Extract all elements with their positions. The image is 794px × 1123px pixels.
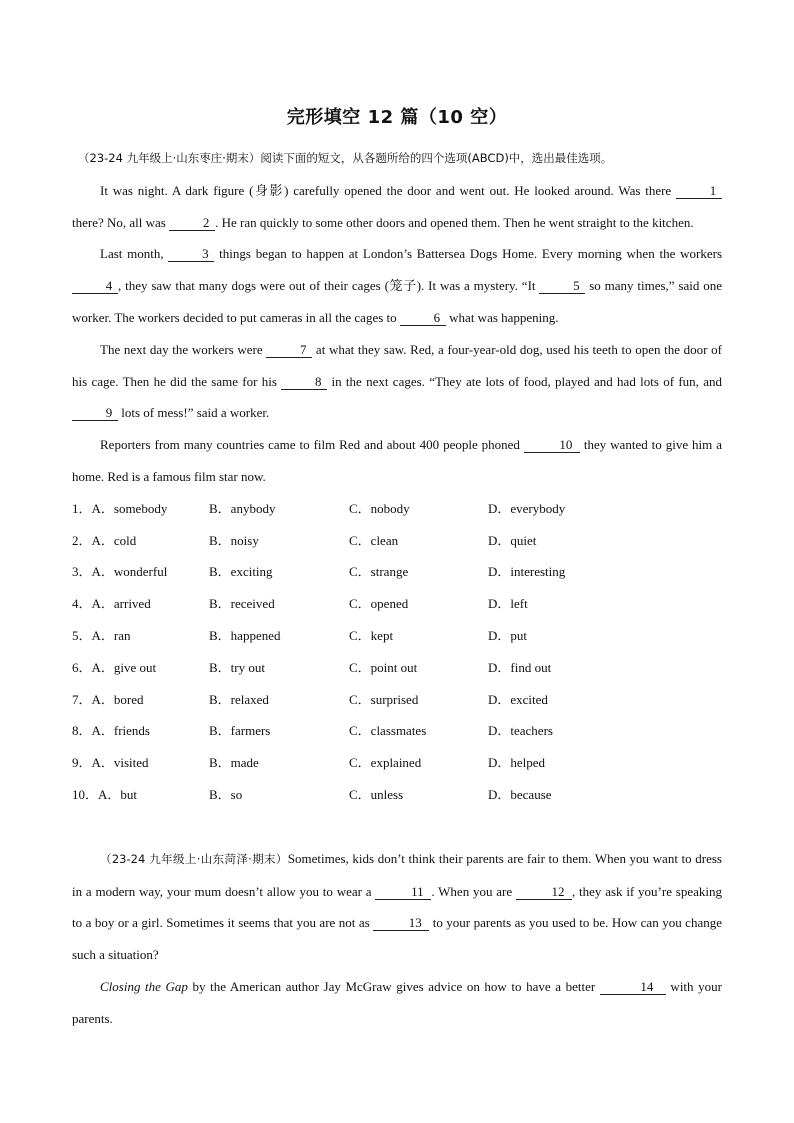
- option-row-7: [72, 684, 722, 716]
- blank-14[interactable]: 14: [600, 980, 666, 995]
- option-5-b[interactable]: B．happened: [209, 627, 281, 643]
- passage1-paragraph-1: It was night. A dark figure (身影) carefully opened the door and went out. He looked around. Was there 1 there? No, all was 2 . He ran quickly to some other doors and opened them. Then he went straight to the kitchen.: [72, 175, 722, 239]
- blank-1[interactable]: 1: [676, 184, 722, 199]
- option-9-a[interactable]: 9．A．visited: [72, 755, 149, 771]
- option-4-a[interactable]: 4．A．arrived: [72, 596, 151, 612]
- passage2-paragraph-2: Closing the Gap by the American author Jay McGraw gives advice on how to have a better 14 with your parents.: [72, 978, 722, 1026]
- options-list: [72, 493, 722, 811]
- option-2-d[interactable]: D．quiet: [488, 532, 537, 548]
- option-row-4: [72, 588, 722, 620]
- document-body: [72, 142, 722, 1035]
- option-10-c[interactable]: C．unless: [349, 786, 404, 802]
- option-5-a[interactable]: 5．A．ran: [72, 627, 131, 643]
- option-row-3: [72, 556, 722, 588]
- option-9-c[interactable]: C．explained: [349, 755, 422, 771]
- option-1-b[interactable]: B．anybody: [209, 500, 276, 516]
- option-8-d[interactable]: D．teachers: [488, 723, 553, 739]
- blank-8[interactable]: 8: [281, 375, 327, 390]
- option-3-a[interactable]: 3．A．wonderful: [72, 564, 168, 580]
- option-2-b[interactable]: B．noisy: [209, 532, 259, 548]
- blank-2[interactable]: 2: [169, 216, 215, 231]
- option-9-d[interactable]: D．helped: [488, 755, 546, 771]
- passage1-instruction: 阅读下面的短文，从各题所给的四个选项(ABCD)中，选出最佳选项。: [260, 151, 613, 165]
- option-3-b[interactable]: B．exciting: [209, 564, 273, 580]
- option-row-6: [72, 652, 722, 684]
- option-10-d[interactable]: D．because: [488, 786, 552, 802]
- option-5-c[interactable]: C．kept: [349, 627, 394, 643]
- option-row-8: [72, 715, 722, 747]
- option-row-2: [72, 525, 722, 557]
- blank-9[interactable]: 9: [72, 406, 118, 421]
- option-1-c[interactable]: C．nobody: [349, 500, 410, 516]
- blank-13[interactable]: 13: [373, 916, 429, 931]
- option-1-a[interactable]: 1．A．somebody: [72, 500, 168, 516]
- option-8-c[interactable]: C．classmates: [349, 723, 427, 739]
- passage1-source: （23-24 九年级上·山东枣庄·期末）: [78, 151, 261, 165]
- option-7-d[interactable]: D．excited: [488, 691, 548, 707]
- option-4-c[interactable]: C．opened: [349, 596, 409, 612]
- passage1-paragraph-2: Last month, 3 things began to happen at London’s Battersea Dogs Home. Every morning when the workers 4 , they saw that many dogs were out of their cages (笼子). It was a mystery. “It 5 so many times,” said one worker. The workers decided to put cameras in all the cages to 6 what was happening.: [72, 246, 722, 325]
- option-row-1: [72, 493, 722, 525]
- option-7-a[interactable]: 7．A．bored: [72, 691, 144, 707]
- option-7-b[interactable]: B．relaxed: [209, 691, 269, 707]
- option-row-5: [72, 620, 722, 652]
- option-5-d[interactable]: D．put: [488, 627, 528, 643]
- option-10-b[interactable]: B．so: [209, 786, 243, 802]
- book-title: Closing the Gap: [100, 978, 188, 994]
- passage1-paragraph-3: The next day the workers were 7 at what they saw. Red, a four-year-old dog, used his teeth to open the door of his cage. Then he did the same for his 8 in the next cages. “They ate lots of food, played and had lots of fun, and 9 lots of mess!” said a worker.: [72, 341, 722, 421]
- option-8-b[interactable]: B．farmers: [209, 723, 271, 739]
- option-6-a[interactable]: 6．A．give out: [72, 659, 157, 675]
- blank-12[interactable]: 12: [516, 885, 572, 900]
- option-4-b[interactable]: B．received: [209, 596, 275, 612]
- page-title: 完形填空 12 篇（10 空）: [286, 107, 508, 128]
- passage1-header: [72, 142, 722, 175]
- option-10-a[interactable]: 10．A．but: [72, 786, 138, 802]
- option-6-d[interactable]: D．find out: [488, 659, 552, 675]
- passage2-source: （23-24 九年级上·山东菏泽·期末）: [100, 851, 288, 866]
- option-7-c[interactable]: C．surprised: [349, 691, 419, 707]
- blank-5[interactable]: 5: [539, 279, 585, 294]
- section-gap: [72, 811, 722, 843]
- blank-4[interactable]: 4: [72, 279, 118, 294]
- option-row-9: [72, 747, 722, 779]
- option-2-a[interactable]: 2．A．cold: [72, 532, 137, 548]
- blank-11[interactable]: 11: [375, 885, 431, 900]
- option-3-c[interactable]: C．strange: [349, 564, 409, 580]
- option-row-10: [72, 779, 722, 811]
- blank-10[interactable]: 10: [524, 438, 580, 453]
- passage1-paragraph-4: Reporters from many countries came to film Red and about 400 people phoned 10 they wanted to give him a home. Red is a famous film star now.: [72, 437, 722, 484]
- option-6-c[interactable]: C．point out: [349, 659, 418, 675]
- option-1-d[interactable]: D．everybody: [488, 500, 566, 516]
- blank-3[interactable]: 3: [168, 247, 214, 262]
- option-4-d[interactable]: D．left: [488, 596, 528, 612]
- passage2-paragraph-1: （23-24 九年级上·山东菏泽·期末）Sometimes, kids don’t think their parents are fair to them. When you want to dress in a modern way, your mum doesn’t allow you to wear a 11 . When you are 12 , they ask if you’re speaking to a boy or a girl. Sometimes it seems that you are not as 13 to your parents as you used to be. How can you change such a situation?: [72, 850, 722, 963]
- option-2-c[interactable]: C．clean: [349, 532, 399, 548]
- blank-7[interactable]: 7: [266, 343, 312, 358]
- option-8-a[interactable]: 8．A．friends: [72, 723, 150, 739]
- option-3-d[interactable]: D．interesting: [488, 564, 566, 580]
- option-6-b[interactable]: B．try out: [209, 659, 265, 675]
- option-9-b[interactable]: B．made: [209, 755, 259, 771]
- blank-6[interactable]: 6: [400, 311, 446, 326]
